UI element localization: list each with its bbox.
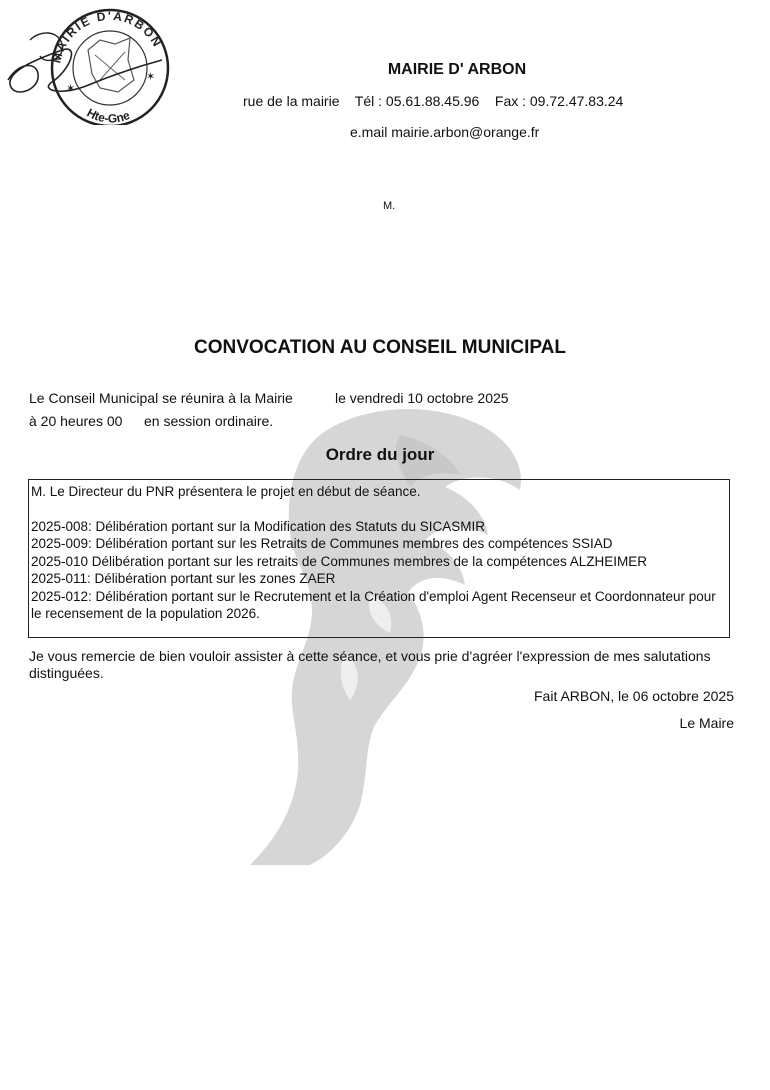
agenda-intro: M. Le Directeur du PNR présentera le projet en début de séance. xyxy=(31,484,421,499)
agenda-item: 2025-011: Délibération portant sur les zones ZAER xyxy=(31,571,336,586)
svg-text:✶: ✶ xyxy=(146,71,156,83)
agenda-item: 2025-012: Délibération portant sur le Recrutement et la Création d'emploi Agent Recenseur et Coordonnateur pour le recensement de la population 2026. xyxy=(31,588,716,621)
stamp-region: Hte-Gne xyxy=(84,105,132,125)
document-title: CONVOCATION AU CONSEIL MUNICIPAL xyxy=(194,337,566,358)
meeting-time: à 20 heures 00 xyxy=(29,413,123,429)
svg-text:MAIRIE D'ARBON xyxy=(49,9,165,65)
signatory-role: Le Maire xyxy=(679,715,734,731)
recipient: M. xyxy=(383,200,396,212)
meeting-location: Le Conseil Municipal se réunira à la Mairie xyxy=(29,390,293,406)
agenda-title: Ordre du jour xyxy=(325,445,435,464)
agenda-item: 2025-008: Délibération portant sur la Modification des Statuts du SICASMIR xyxy=(31,518,485,534)
meeting-session: en session ordinaire. xyxy=(144,413,274,429)
closing-paragraph: Je vous remercie de bien vouloir assister à cette séance, et vous prie d'agréer l'expression de mes salutations distinguées. xyxy=(29,648,711,681)
place-date: Fait ARBON, le 06 octobre 2025 xyxy=(534,688,734,704)
agenda-item: 2025-009: Délibération portant sur les Retraits de Communes membres des compétences SSIAD xyxy=(31,536,613,551)
stamp-text: MAIRIE D'ARBON xyxy=(49,8,166,65)
email-line: e.mail mairie.arbon@orange.fr xyxy=(350,124,540,140)
org-name: MAIRIE D' ARBON xyxy=(387,61,527,78)
agenda-item: 2025-010 Délibération portant sur les retraits de Communes membres de la compétences ALZHEIMER xyxy=(31,553,648,569)
address-line: rue de la mairie Tél : 05.61.88.45.96 Fax : 09.72.47.83.24 xyxy=(243,93,624,109)
meeting-date: le vendredi 10 octobre 2025 xyxy=(335,390,509,406)
agenda-box xyxy=(28,479,730,638)
svg-text:✶: ✶ xyxy=(66,83,76,95)
